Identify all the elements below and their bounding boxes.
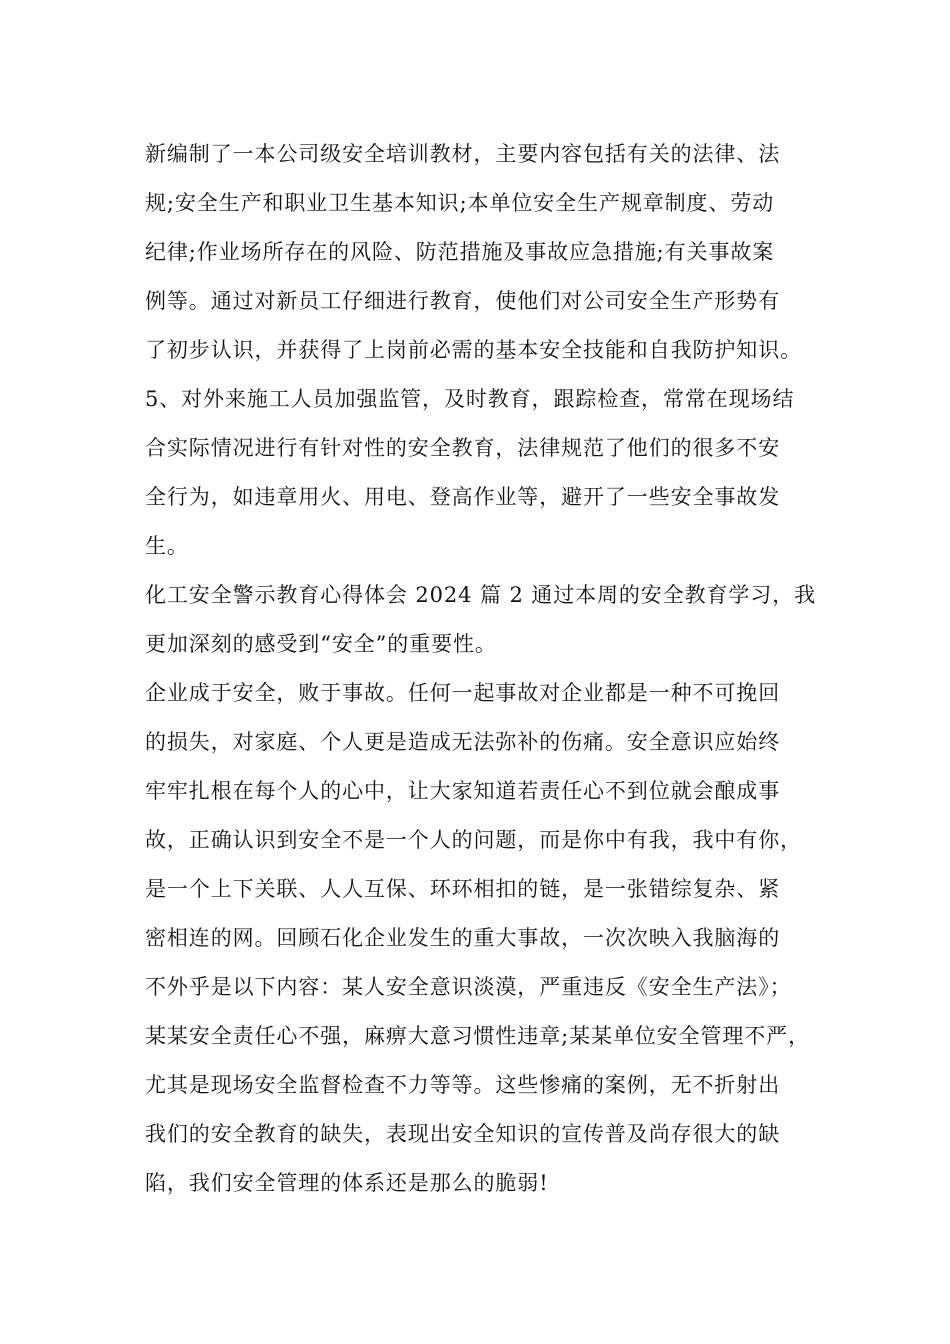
text-line: 企业成于安全，败于事故。任何一起事故对企业都是一种不可挽回 [145,681,781,705]
text-line: 合实际情况进行有针对性的安全教育，法律规范了他们的很多不安 [145,436,781,460]
text-line: 某某安全责任心不强，麻痹大意习惯性违章;某某单位安全管理不严， [145,1024,810,1048]
text-line: 规;安全生产和职业卫生基本知识;本单位安全生产规章制度、劳动 [145,191,775,215]
text-line: 化工安全警示教育心得体会 2024 篇 2 通过本周的安全教育学习，我 [145,583,817,607]
text-line: 纪律;作业场所存在的风险、防范措施及事故应急措施;有关事故案 [145,240,775,264]
text-line: 全行为，如违章用火、用电、登高作业等，避开了一些安全事故发 [145,485,781,509]
document-body [145,130,815,1208]
text-line: 我们的安全教育的缺失，表现出安全知识的宣传普及尚存很大的缺 [145,1122,781,1146]
text-line: 陷，我们安全管理的体系还是那么的脆弱! [145,1171,549,1195]
text-line: 生。 [145,534,189,558]
text-line: 例等。通过对新员工仔细进行教育，使他们对公司安全生产形势有 [145,289,781,313]
text-line: 了初步认识，并获得了上岗前必需的基本安全技能和自我防护知识。 [145,338,802,362]
text-line: 的损失，对家庭、个人更是造成无法弥补的伤痛。安全意识应始终 [145,730,781,754]
text-line: 新编制了一本公司级安全培训教材，主要内容包括有关的法律、法 [145,142,781,166]
text-line: 牢牢扎根在每个人的心中，让大家知道若责任心不到位就会酿成事 [145,779,781,803]
text-line: 更加深刻的感受到“安全”的重要性。 [145,632,497,656]
text-line: 5、对外来施工人员加强监管，及时教育，跟踪检查，常常在现场结 [145,387,795,411]
text-line: 尤其是现场安全监督检查不力等等。这些惨痛的案例，无不折射出 [145,1073,781,1097]
text-line: 不外乎是以下内容：某人安全意识淡漠，严重违反《安全生产法》； [145,975,792,999]
text-line: 密相连的网。回顾石化企业发生的重大事故，一次次映入我脑海的 [145,926,781,950]
text-line: 故，正确认识到安全不是一个人的问题，而是你中有我，我中有你， [145,828,802,852]
text-line: 是一个上下关联、人人互保、环环相扣的链，是一张错综复杂、紧 [145,877,781,901]
